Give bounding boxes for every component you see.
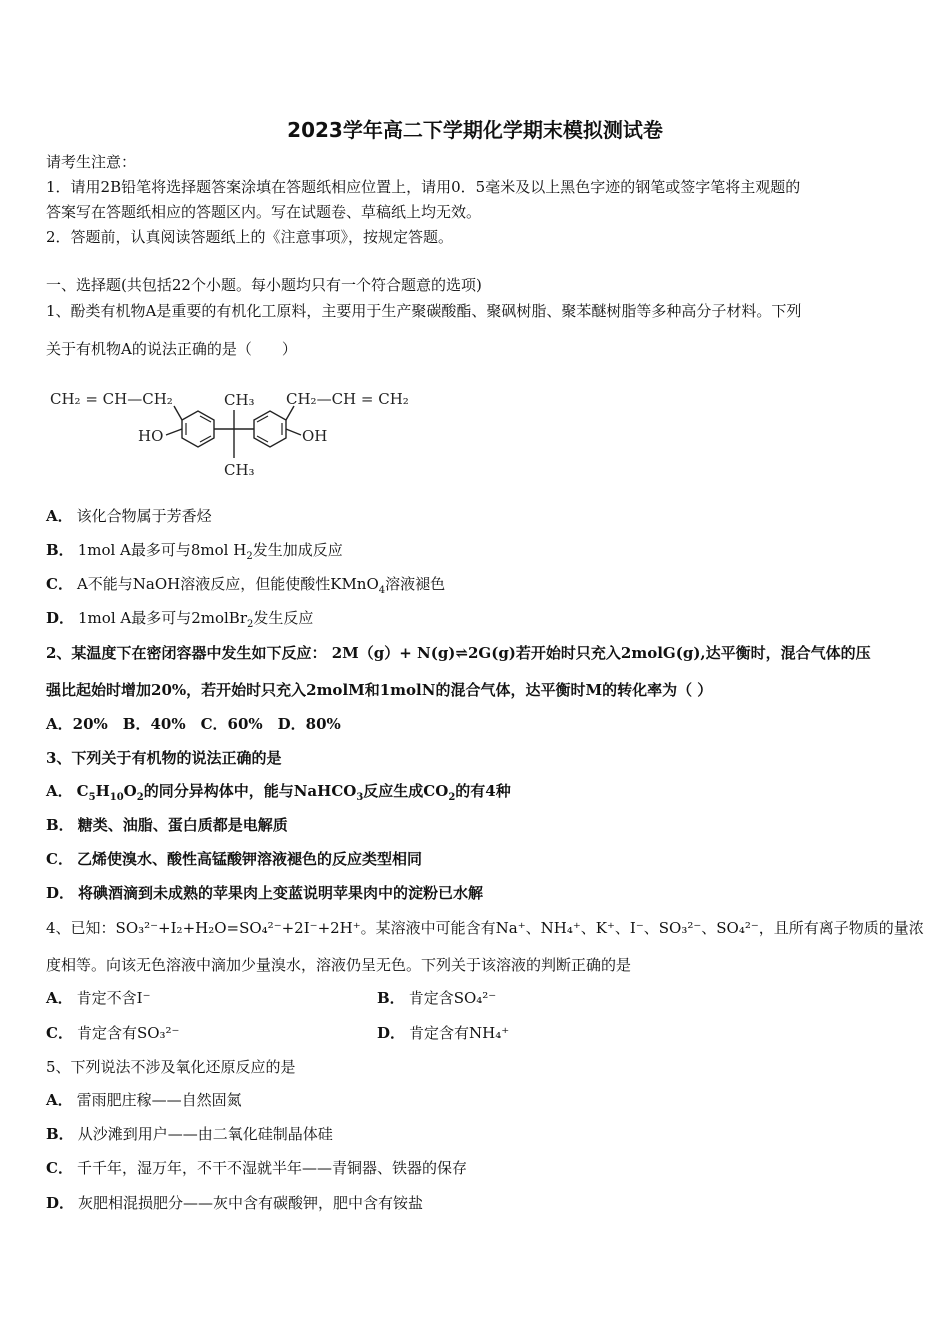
option-text: 肯定含有NH₄⁺	[409, 1024, 510, 1042]
q5-option-c[interactable]	[46, 1158, 467, 1178]
option-label: D．	[46, 884, 75, 902]
q3-option-a[interactable]	[46, 781, 511, 801]
option-label: A．	[46, 989, 73, 1007]
subscript: 2	[448, 792, 456, 803]
option-text: 的同分异构体中，能与NaHCO	[143, 782, 357, 800]
formula-part: C	[76, 782, 89, 800]
q2-stem-b: 强比起始时增加20%，若开始时只充入2molM和1molN的混合气体，达平衡时M的转化率为（ ）	[46, 681, 713, 699]
option-label: B．	[46, 1125, 74, 1143]
subscript: 2	[246, 551, 253, 562]
left-allyl-chain: CH₂ = CH—CH₂	[50, 390, 173, 408]
option-text: 灰肥相混损肥分——灰中含有碳酸钾，肥中含有铵盐	[78, 1194, 424, 1212]
option-text: 的有4种	[455, 782, 511, 800]
q1-stem-b: 关于有机物A的说法正确的是（ ）	[46, 340, 297, 358]
q1-stem-a: 1、酚类有机物A是重要的有机化工原料，主要用于生产聚碳酸酯、聚砜树脂、聚苯醚树脂等多种高分子材料。下列	[46, 302, 802, 320]
option-text: 糖类、油脂、蛋白质都是电解质	[77, 816, 288, 834]
option-text: 反应生成CO	[363, 782, 449, 800]
option-label: C．	[46, 575, 73, 593]
q1-option-d[interactable]	[46, 608, 313, 628]
q5-stem: 5、下列说法不涉及氧化还原反应的是	[46, 1058, 296, 1076]
option-text: 肯定不含I⁻	[76, 989, 151, 1007]
option-text: 千千年，湿万年，不干不湿就半年——青铜器、铁器的保存	[76, 1159, 467, 1177]
top-methyl: CH₃	[224, 391, 255, 409]
formula-part: O	[123, 782, 137, 800]
notice-heading: 请考生注意：	[46, 153, 137, 171]
q1-option-a[interactable]	[46, 506, 212, 526]
subscript: 5	[88, 792, 96, 803]
option-text: 1mol A最多可与2molBr	[78, 609, 248, 627]
notice-item-2: 2．答题前，认真阅读答题纸上的《注意事项》，按规定答题。	[46, 228, 454, 246]
subscript: 2	[136, 792, 144, 803]
q5-option-b[interactable]	[46, 1124, 333, 1144]
q1-option-c[interactable]	[46, 574, 445, 594]
option-label: A．	[46, 507, 73, 525]
q5-option-a[interactable]	[46, 1090, 242, 1110]
option-label: A．	[46, 1091, 73, 1109]
option-label: D．	[377, 1024, 406, 1042]
page-title: 2023学年高二下学期化学期末模拟测试卷	[287, 118, 663, 142]
q3-option-c[interactable]	[46, 849, 422, 869]
option-text: 从沙滩到用户——由二氧化硅制晶体硅	[77, 1125, 333, 1143]
subscript: 3	[356, 792, 364, 803]
subscript: 10	[109, 792, 124, 803]
q2-stem-intro: 2、某温度下在密闭容器中发生如下反应：	[46, 644, 327, 662]
option-text: 溶液褪色	[385, 575, 446, 593]
subscript: 4	[378, 585, 386, 596]
option-text: 发生反应	[253, 609, 314, 627]
option-text: 该化合物属于芳香烃	[76, 507, 212, 525]
option-text: A不能与NaOH溶液反应，但能使酸性KMnO	[76, 575, 379, 593]
option-text: 发生加成反应	[252, 541, 343, 559]
option-label: C．	[46, 1024, 73, 1042]
q1-structure-diagram	[46, 380, 426, 480]
option-label: D．	[46, 609, 75, 627]
left-hydroxyl: HO	[138, 427, 164, 445]
bottom-methyl: CH₃	[224, 461, 255, 479]
q4-option-c[interactable]	[46, 1023, 179, 1043]
notice-item-1a: 1．请用2B铅笔将选择题答案涂填在答题纸相应位置上，请用0．5毫米及以上黑色字迹的钢笔或签字笔将主观题的	[46, 178, 801, 196]
right-allyl-chain: CH₂—CH = CH₂	[286, 390, 409, 408]
option-label: B．	[46, 541, 74, 559]
q2-stem-a	[46, 643, 871, 663]
option-label: B．	[46, 816, 74, 834]
q4-stem-b: 度相等。向该无色溶液中滴加少量溴水，溶液仍呈无色。下列关于该溶液的判断正确的是	[46, 956, 632, 974]
q2-options[interactable]: A．20% B．40% C．60% D．80%	[46, 715, 341, 733]
q3-option-b[interactable]	[46, 815, 288, 835]
option-text: 肯定含SO₄²⁻	[408, 989, 497, 1007]
option-text: 肯定含有SO₃²⁻	[76, 1024, 180, 1042]
right-hydroxyl: OH	[302, 427, 328, 445]
option-text: 乙烯使溴水、酸性高锰酸钾溶液褪色的反应类型相同	[76, 850, 422, 868]
option-label: B．	[377, 989, 405, 1007]
left-benzene-ring	[182, 411, 214, 447]
subscript: 2	[247, 619, 254, 630]
option-label: C．	[46, 850, 73, 868]
q3-option-d[interactable]	[46, 883, 483, 903]
q4-option-a[interactable]	[46, 988, 150, 1008]
option-text: 雷雨肥庄稼——自然固氮	[76, 1091, 242, 1109]
option-label: D．	[46, 1194, 75, 1212]
q2-stem-cont: 若开始时只充入2molG(g),达平衡时，混合气体的压	[515, 644, 871, 662]
section-heading: 一、选择题(共包括22个小题。每小题均只有一个符合题意的选项)	[46, 276, 482, 294]
option-label: A．	[46, 782, 73, 800]
q2-equation: 2M（g）+ N(g)⇌2G(g)	[331, 644, 516, 662]
q4-stem-a: 4、已知：SO₃²⁻+I₂+H₂O=SO₄²⁻+2I⁻+2H⁺。某溶液中可能含有Na⁺、NH₄⁺、K⁺、I⁻、SO₃²⁻、SO₄²⁻，且所有离子物质的量浓	[46, 919, 924, 937]
option-label: C．	[46, 1159, 73, 1177]
notice-item-1b: 答案写在答题纸相应的答题区内。写在试题卷、草稿纸上均无效。	[46, 203, 482, 221]
q1-option-b[interactable]	[46, 540, 343, 560]
q3-stem: 3、下列关于有机物的说法正确的是	[46, 749, 282, 767]
option-text: 将碘酒滴到未成熟的苹果肉上变蓝说明苹果肉中的淀粉已水解	[78, 884, 484, 902]
option-text: 1mol A最多可与8mol H	[77, 541, 247, 559]
q4-option-b[interactable]	[377, 988, 496, 1008]
q4-option-d[interactable]	[377, 1023, 509, 1043]
formula-part: H	[95, 782, 110, 800]
q5-option-d[interactable]	[46, 1193, 423, 1213]
right-benzene-ring	[254, 411, 286, 447]
